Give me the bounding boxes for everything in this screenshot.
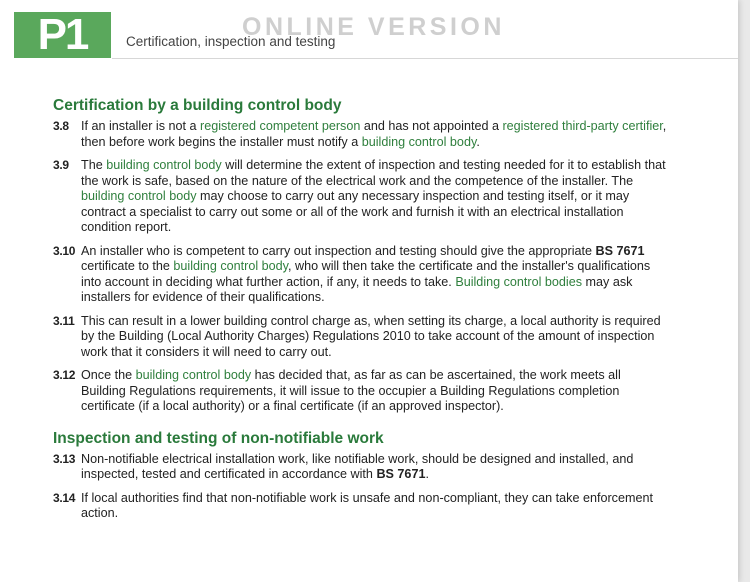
clause-number: 3.12 xyxy=(53,368,76,382)
clause-number: 3.11 xyxy=(53,313,75,328)
standard-reference: BS 7671 xyxy=(595,243,645,258)
text-run: may ask installers for evidence of their qualifications. xyxy=(81,274,633,304)
text-run: This can result in a lower building control charge as, when setting its charge, a local authority is required by the Building (Local Authority Charges) Regulations 2010 to take account of the amount of inspection work that it considers it will need to carry out. xyxy=(81,313,661,359)
clause-3-12 xyxy=(53,368,668,415)
glossary-term-link[interactable]: building control body xyxy=(135,368,252,382)
text-run: If an installer is not a xyxy=(81,119,201,133)
text-run: , then before work begins the installer must notify a xyxy=(81,119,667,149)
text-run: Non-notifiable electrical installation work, like notifiable work, should be designed and installed, and inspected, tested and certificated in accordance with xyxy=(81,451,634,481)
clause-3-11 xyxy=(53,314,668,361)
watermark: ONLINE VERSION xyxy=(242,13,505,41)
clause-text xyxy=(81,314,668,361)
glossary-term-link[interactable]: building control body xyxy=(81,189,197,203)
clause-text xyxy=(81,244,668,306)
clause-text xyxy=(81,158,668,236)
clause-number: 3.14 xyxy=(53,490,76,505)
text-run: may choose to carry out any necessary inspection and testing itself, or it may contract a specialist to carry out some or all of the work and furnish it with an electrical installation condition report. xyxy=(81,189,630,234)
clause-3-13 xyxy=(53,452,668,483)
document-body xyxy=(53,96,668,530)
text-run: and has not appointed a xyxy=(360,119,503,133)
text-run: certificate to the xyxy=(81,259,174,273)
clause-text xyxy=(81,491,668,522)
clause-3-9 xyxy=(53,158,668,236)
section-heading: Inspection and testing of non-notifiable work xyxy=(53,429,384,447)
clause-3-10 xyxy=(53,244,668,306)
text-run: Once the xyxy=(81,368,136,382)
page-subtitle: Certification, inspection and testing xyxy=(126,34,336,49)
glossary-term-link[interactable]: Building control bodies xyxy=(455,274,583,289)
text-run: has decided that, as far as can be ascertained, the work meets all Building Regulations requirements, it will issue to the occupier a Building Regulations completion certificate (if a local authority) or a final certificate (if an approved inspector). xyxy=(81,368,621,413)
text-run: will determine the extent of inspection and testing needed for it to establish that the work is safe, based on the nature of the electrical work and the competence of the installer. The xyxy=(81,158,666,188)
glossary-term-link[interactable]: building control body xyxy=(361,134,477,149)
glossary-term-link[interactable]: building control body xyxy=(106,158,222,172)
text-run: An installer who is competent to carry out inspection and testing should give the appropriate xyxy=(81,243,596,258)
glossary-term-link[interactable]: registered competent person xyxy=(200,119,361,133)
clause-text xyxy=(81,452,668,483)
standard-reference: BS 7671 xyxy=(376,467,426,481)
header-rule xyxy=(112,58,738,59)
text-run: . xyxy=(425,467,429,481)
glossary-term-link[interactable]: building control body xyxy=(173,259,288,273)
text-run: . xyxy=(476,134,480,149)
section-heading: Certification by a building control body xyxy=(53,97,342,114)
clause-3-14 xyxy=(53,491,668,522)
clause-text xyxy=(81,119,668,150)
part-tab: P1 xyxy=(14,12,111,58)
text-run: , who will then take the certificate and the installer's qualifications into account in deciding what further action, if any, it needs to take. xyxy=(81,259,651,289)
clause-text xyxy=(81,368,668,415)
clause-3-8 xyxy=(53,119,668,150)
glossary-term-link[interactable]: registered third-party certifier xyxy=(502,119,663,133)
clause-number: 3.8 xyxy=(53,119,69,133)
clause-number: 3.13 xyxy=(53,451,76,466)
text-run: The xyxy=(81,158,107,172)
clause-number: 3.9 xyxy=(53,158,69,172)
clause-number: 3.10 xyxy=(53,243,76,258)
text-run: If local authorities find that non-notifiable work is unsafe and non-compliant, they can take enforcement action. xyxy=(81,490,653,520)
